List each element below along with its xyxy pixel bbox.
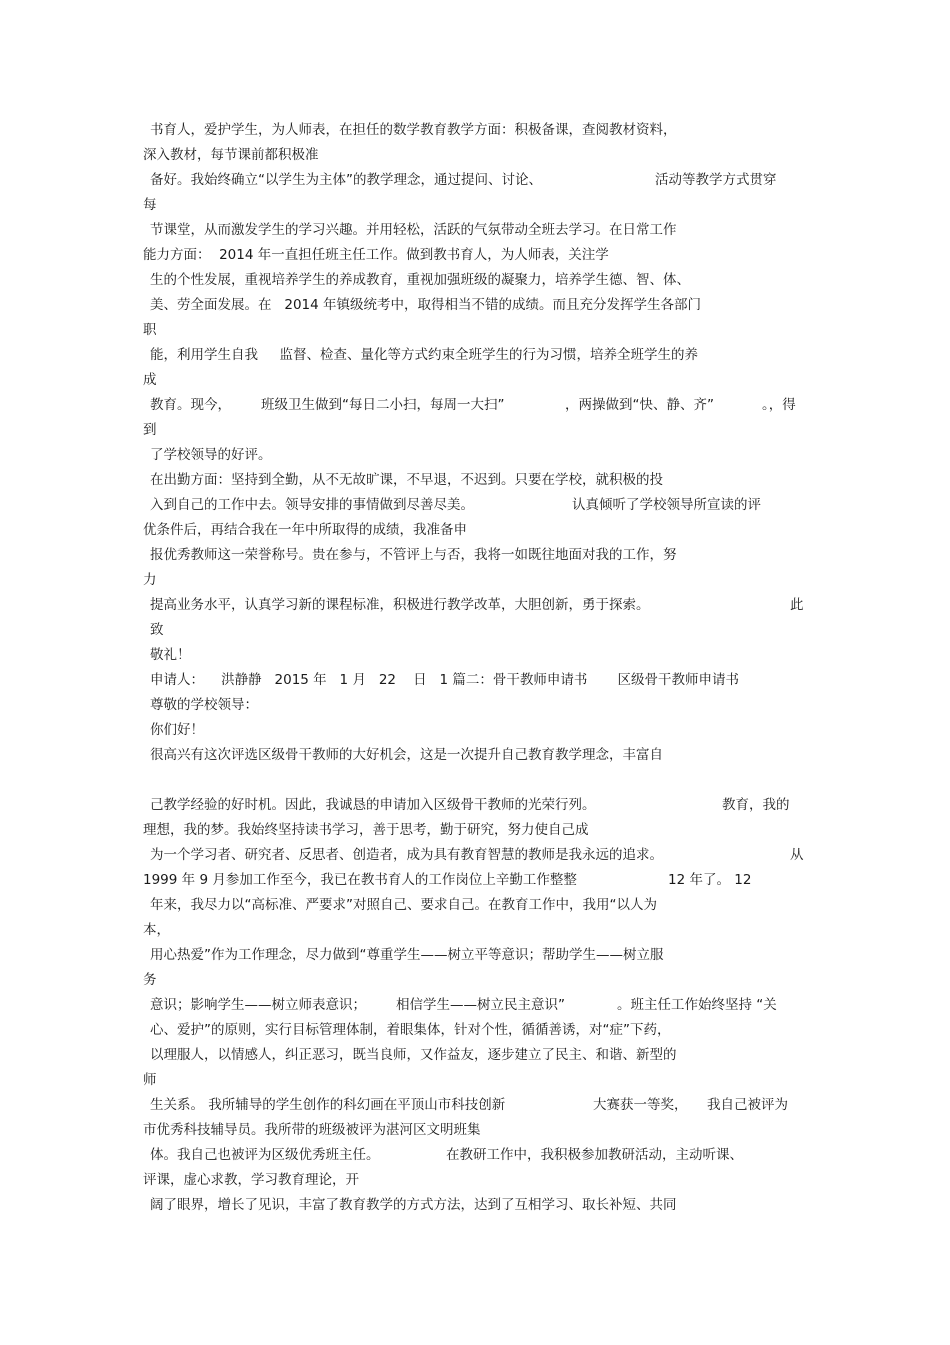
- text-line: 每: [143, 197, 157, 213]
- text-line: 提高业务水平，认真学习新的课程标准，积极进行教学改革，大胆创新，勇于探索。: [150, 597, 650, 613]
- text-line: 为一个学习者、研究者、反思者、创造者，成为具有教育智慧的教师是我永远的追求。: [150, 847, 663, 863]
- text-line: 年来，我尽力以“高标准、严要求”对照自己、要求自己。在教育工作中，我用“以人为: [150, 897, 657, 913]
- text-line: 力: [143, 572, 157, 588]
- text-line: 生关系。 我所辅导的学生创作的科幻画在平顶山市科技创新: [150, 1097, 506, 1113]
- text-line: ，两操做到“快、静、齐”: [565, 397, 714, 413]
- text-line: 师: [143, 1072, 157, 1088]
- text-line: 尊敬的学校领导：: [150, 697, 258, 713]
- text-line: 美、劳全面发展。在 2014 年镇级统考中，取得相当不错的成绩。而且充分发挥学生各部门: [150, 297, 702, 313]
- text-line: 。班主任工作始终坚持 “关: [617, 997, 777, 1013]
- text-line: 致: [150, 622, 164, 638]
- text-line: 活动等教学方式贯穿: [655, 172, 777, 188]
- text-line: 生的个性发展，重视培养学生的养成教育，重视加强班级的凝聚力，培养学生德、智、体、: [150, 272, 690, 288]
- text-line: 你们好！: [150, 722, 204, 738]
- text-line: 体。我自己也被评为区级优秀班主任。: [150, 1147, 380, 1163]
- text-line: 很高兴有这次评选区级骨干教师的大好机会，这是一次提升自己教育教学理念，丰富自: [150, 747, 663, 763]
- text-line: 市优秀科技辅导员。我所带的班级被评为湛河区文明班集: [143, 1122, 481, 1138]
- text-line: 。，得: [762, 397, 796, 413]
- text-line: 了学校领导的好评。: [150, 447, 272, 463]
- text-line: 用心热爱”作为工作理念，尽力做到“尊重学生——树立平等意识；帮助学生——树立服: [150, 947, 664, 963]
- text-line: 阔了眼界，增长了见识，丰富了教育教学的方式方法，达到了互相学习、取长补短、共同: [150, 1197, 677, 1213]
- text-line: 报优秀教师这一荣誉称号。贵在参与，不管评上与否，我将一如既往地面对我的工作，努: [150, 547, 677, 563]
- text-line: 意识；影响学生——树立师表意识； 相信学生——树立民主意识”: [150, 997, 566, 1013]
- text-line: 能力方面： 2014 年一直担任班主任工作。做到教书育人，为人师表，关注学: [143, 247, 609, 263]
- text-line: 敬礼！: [150, 647, 191, 663]
- text-line: 务: [143, 972, 157, 988]
- text-line: 节课堂，从而激发学生的学习兴趣。并用轻松，活跃的气氛带动全班去学习。在日常工作: [150, 222, 677, 238]
- text-line: 己教学经验的好时机。因此，我诚恳的申请加入区级骨干教师的光荣行列。: [150, 797, 596, 813]
- text-line: 到: [143, 422, 157, 438]
- text-line: 心、爱护”的原则，实行目标管理体制，着眼集体，针对个性，循循善诱，对“症”下药，: [150, 1022, 671, 1038]
- text-line: 优条件后，再结合我在一年中所取得的成绩，我准备申: [143, 522, 467, 538]
- text-line: 以理服人，以情感人，纠正恶习，既当良师，又作益友，逐步建立了民主、和谐、新型的: [150, 1047, 677, 1063]
- text-line: 职: [143, 322, 157, 338]
- text-line: 书育人，爱护学生，为人师表，在担任的数学教育教学方面：积极备课，查阅教材资料，: [150, 122, 677, 138]
- text-line: 12 年了。 12: [668, 872, 752, 888]
- text-line: 此: [790, 597, 804, 613]
- text-line: 评课，虚心求教，学习教育理论，开: [143, 1172, 359, 1188]
- text-line: 在教研工作中，我积极参加教研活动，主动听课、: [446, 1147, 743, 1163]
- text-line: 理想，我的梦。我始终坚持读书学习，善于思考，勤于研究，努力使自己成: [143, 822, 589, 838]
- text-line: 本，: [143, 922, 170, 938]
- text-line: 教育，我的: [722, 797, 790, 813]
- text-line: 深入教材，每节课前都积极准: [143, 147, 319, 163]
- text-line: 教育。现今， 班级卫生做到“每日二小扫，每周一大扫”: [150, 397, 505, 413]
- text-line: 在出勤方面：坚持到全勤，从不无故旷课，不早退，不迟到。只要在学校，就积极的投: [150, 472, 663, 488]
- text-line: 认真倾听了学校领导所宣读的评: [572, 497, 761, 513]
- text-line: 大赛获一等奖，: [593, 1097, 688, 1113]
- text-line: 能，利用学生自我 监督、检查、量化等方式约束全班学生的行为习惯，培养全班学生的养: [150, 347, 698, 363]
- text-line: 从: [790, 847, 804, 863]
- text-line: 入到自己的工作中去。领导安排的事情做到尽善尽美。: [150, 497, 474, 513]
- text-line: 1999 年 9 月参加工作至今，我已在教书育人的工作岗位上辛勤工作整整: [143, 872, 577, 888]
- text-line: 成: [143, 372, 157, 388]
- text-line: 我自己被评为: [707, 1097, 788, 1113]
- text-line: 申请人： 洪静静 2015 年 1 月 22 日 1 篇二：骨干教师申请书 区级骨干教师申请书: [150, 672, 739, 688]
- text-line: 备好。我始终确立“以学生为主体”的教学理念，通过提问、讨论、: [150, 172, 542, 188]
